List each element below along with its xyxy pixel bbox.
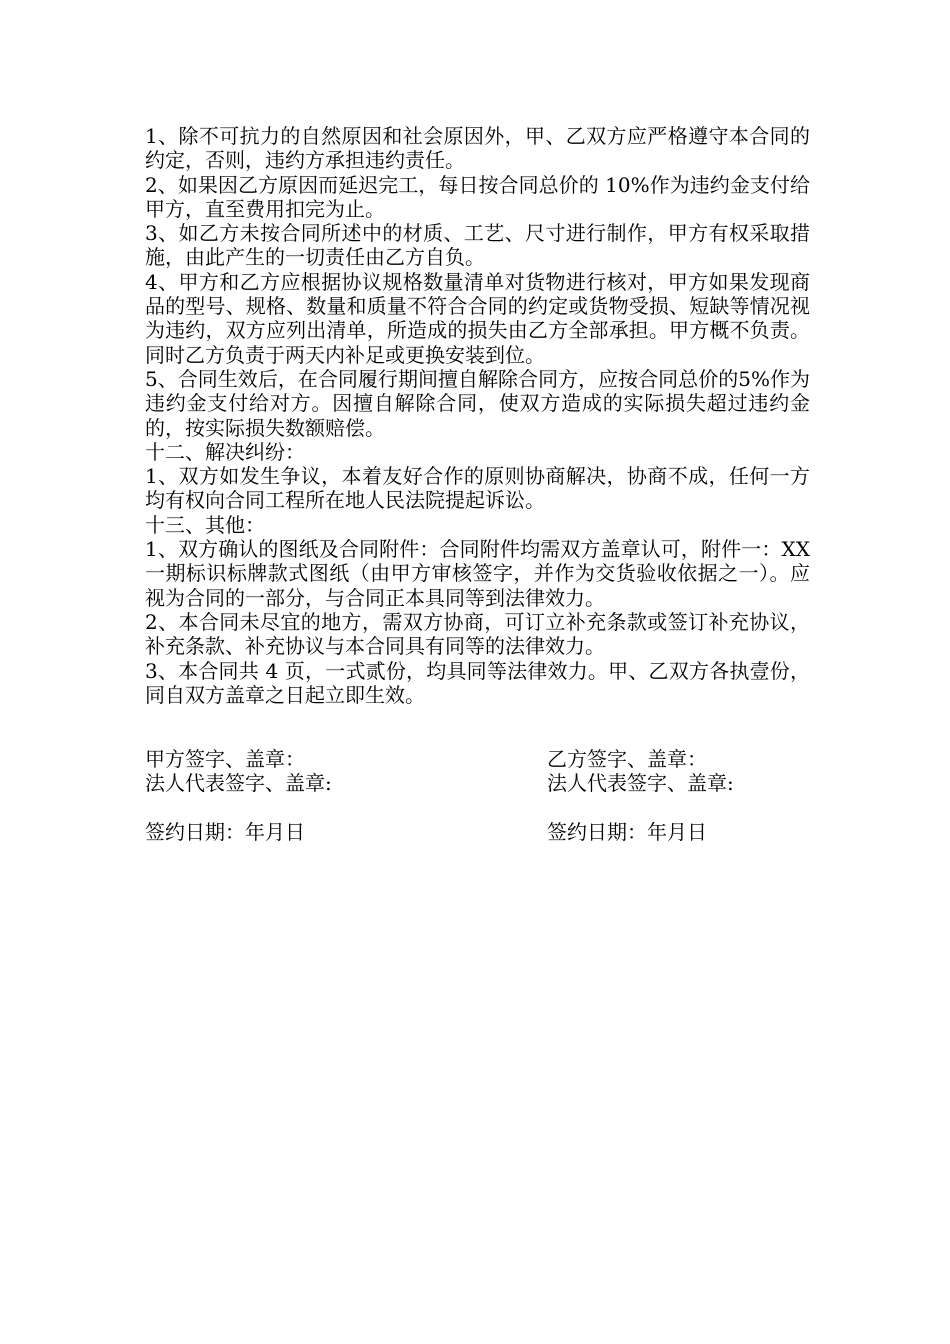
section-13-item-3: 3、本合同共 4 页，一式贰份，均具同等法律效力。甲、乙双方各执壹份，同自双方盖章之日起立即生效。 — [145, 658, 810, 707]
section-12-heading: 十二、解决纠纷： — [145, 439, 305, 464]
date-row — [145, 820, 810, 844]
breach-clause-1: 1、除不可抗力的自然原因和社会原因外，甲、乙双方应严格遵守本合同的约定，否则，违约方承担违约责任。 — [145, 124, 810, 173]
party-b-rep: 法人代表签字、盖章: — [547, 771, 734, 796]
signature-block — [145, 747, 810, 844]
party-a-sign: 甲方签字、盖章： — [145, 747, 305, 771]
party-a-rep: 法人代表签字、盖章: — [145, 771, 332, 796]
party-b-date: 签约日期：年月日 — [547, 819, 707, 844]
breach-clause-5: 5、合同生效后，在合同履行期间擅自解除合同方，应按合同总价的5%作为违约金支付给对方。因擅自解除合同，使双方造成的实际损失超过违约金的，按实际损失数额赔偿。 — [145, 366, 810, 440]
section-13-item-1: 1、双方确认的图纸及合同附件：合同附件均需双方盖章认可，附件一：XX 一期标识标牌款式图纸（由甲方审核签字，并作为交货验收依据之一）。应视为合同的一部分，与合同正本具同等到法律效力。 — [145, 537, 810, 610]
breach-clause-4: 4、甲方和乙方应根据协议规格数量清单对货物进行核对，甲方如果发现商品的型号、规格、数量和质量不符合合同的约定或货物受损、短缺等情况视为违约，双方应列出清单，所造成的损失由乙方全部承担。甲方概不负责。同时乙方负责于两天内补足或更换安装到位。 — [145, 269, 810, 367]
breach-clause-3: 3、如乙方未按合同所述中的材质、工艺、尺寸进行制作，甲方有权采取措施，由此产生的一切责任由乙方自负。 — [145, 221, 810, 270]
breach-clause-2: 2、如果因乙方原因而延迟完工，每日按合同总价的 10%作为违约金支付给甲方，直至费用扣完为止。 — [145, 172, 810, 221]
rep-row — [145, 771, 810, 795]
contract-body — [145, 124, 810, 707]
section-12-item-1: 1、双方如发生争议，本着友好合作的原则协商解决，协商不成，任何一方均有权向合同工程所在地人民法院提起诉讼。 — [145, 464, 810, 513]
section-13-item-2: 2、本合同未尽宜的地方，需双方协商，可订立补充条款或签订补充协议，补充条款、补充协议与本合同具有同等的法律效力。 — [145, 609, 810, 659]
sign-row — [145, 747, 810, 771]
party-a-date: 签约日期：年月日 — [145, 819, 305, 844]
party-b-sign: 乙方签字、盖章： — [547, 747, 707, 771]
section-13-heading: 十三、其他： — [145, 512, 265, 537]
